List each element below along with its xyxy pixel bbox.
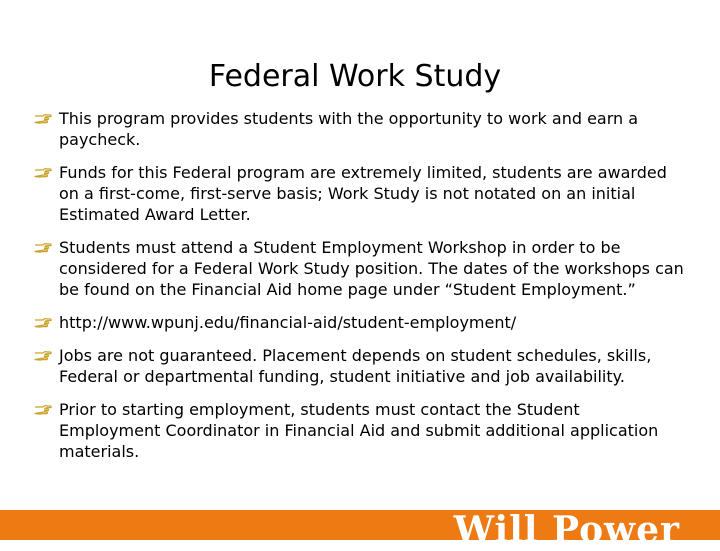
bullet-item [34,345,684,387]
bullet-text: Funds for this Federal program are extremely limited, students are awarded on a first-come, first-serve basis; Work Study is not notated on an initial Estimated Award Letter. [59,163,667,224]
pointing-hand-icon [34,348,52,362]
will-power-logo: Will Power [453,509,680,551]
bullet-text: This program provides students with the opportunity to work and earn a paycheck. [59,109,639,149]
bullet-link-text[interactable]: http://www.wpunj.edu/financial-aid/student-employment/ [59,313,517,332]
pointing-hand-icon [34,240,52,254]
pointing-hand-icon [34,165,52,179]
bullet-item [34,312,684,333]
bullet-item [34,108,684,150]
bullet-list [34,108,684,474]
pointing-hand-icon [34,402,52,416]
bullet-text: Jobs are not guaranteed. Placement depends on student schedules, skills, Federal or departmental funding, student initiative and job availability. [59,346,652,386]
footer-bar [0,509,720,551]
bullet-item [34,237,684,300]
pointing-hand-icon [34,111,52,125]
bullet-item [34,162,684,225]
pointing-hand-icon [34,315,52,329]
bullet-item [34,399,684,462]
bullet-text: Prior to starting employment, students must contact the Student Employment Coordinator in Financial Aid and submit additional application materials. [59,400,659,461]
bullet-text: Students must attend a Student Employment Workshop in order to be considered for a Federal Work Study position. The dates of the workshops can be found on the Financial Aid home page under “Student Employment.” [59,238,684,299]
slide-title: Federal Work Study [208,59,502,94]
